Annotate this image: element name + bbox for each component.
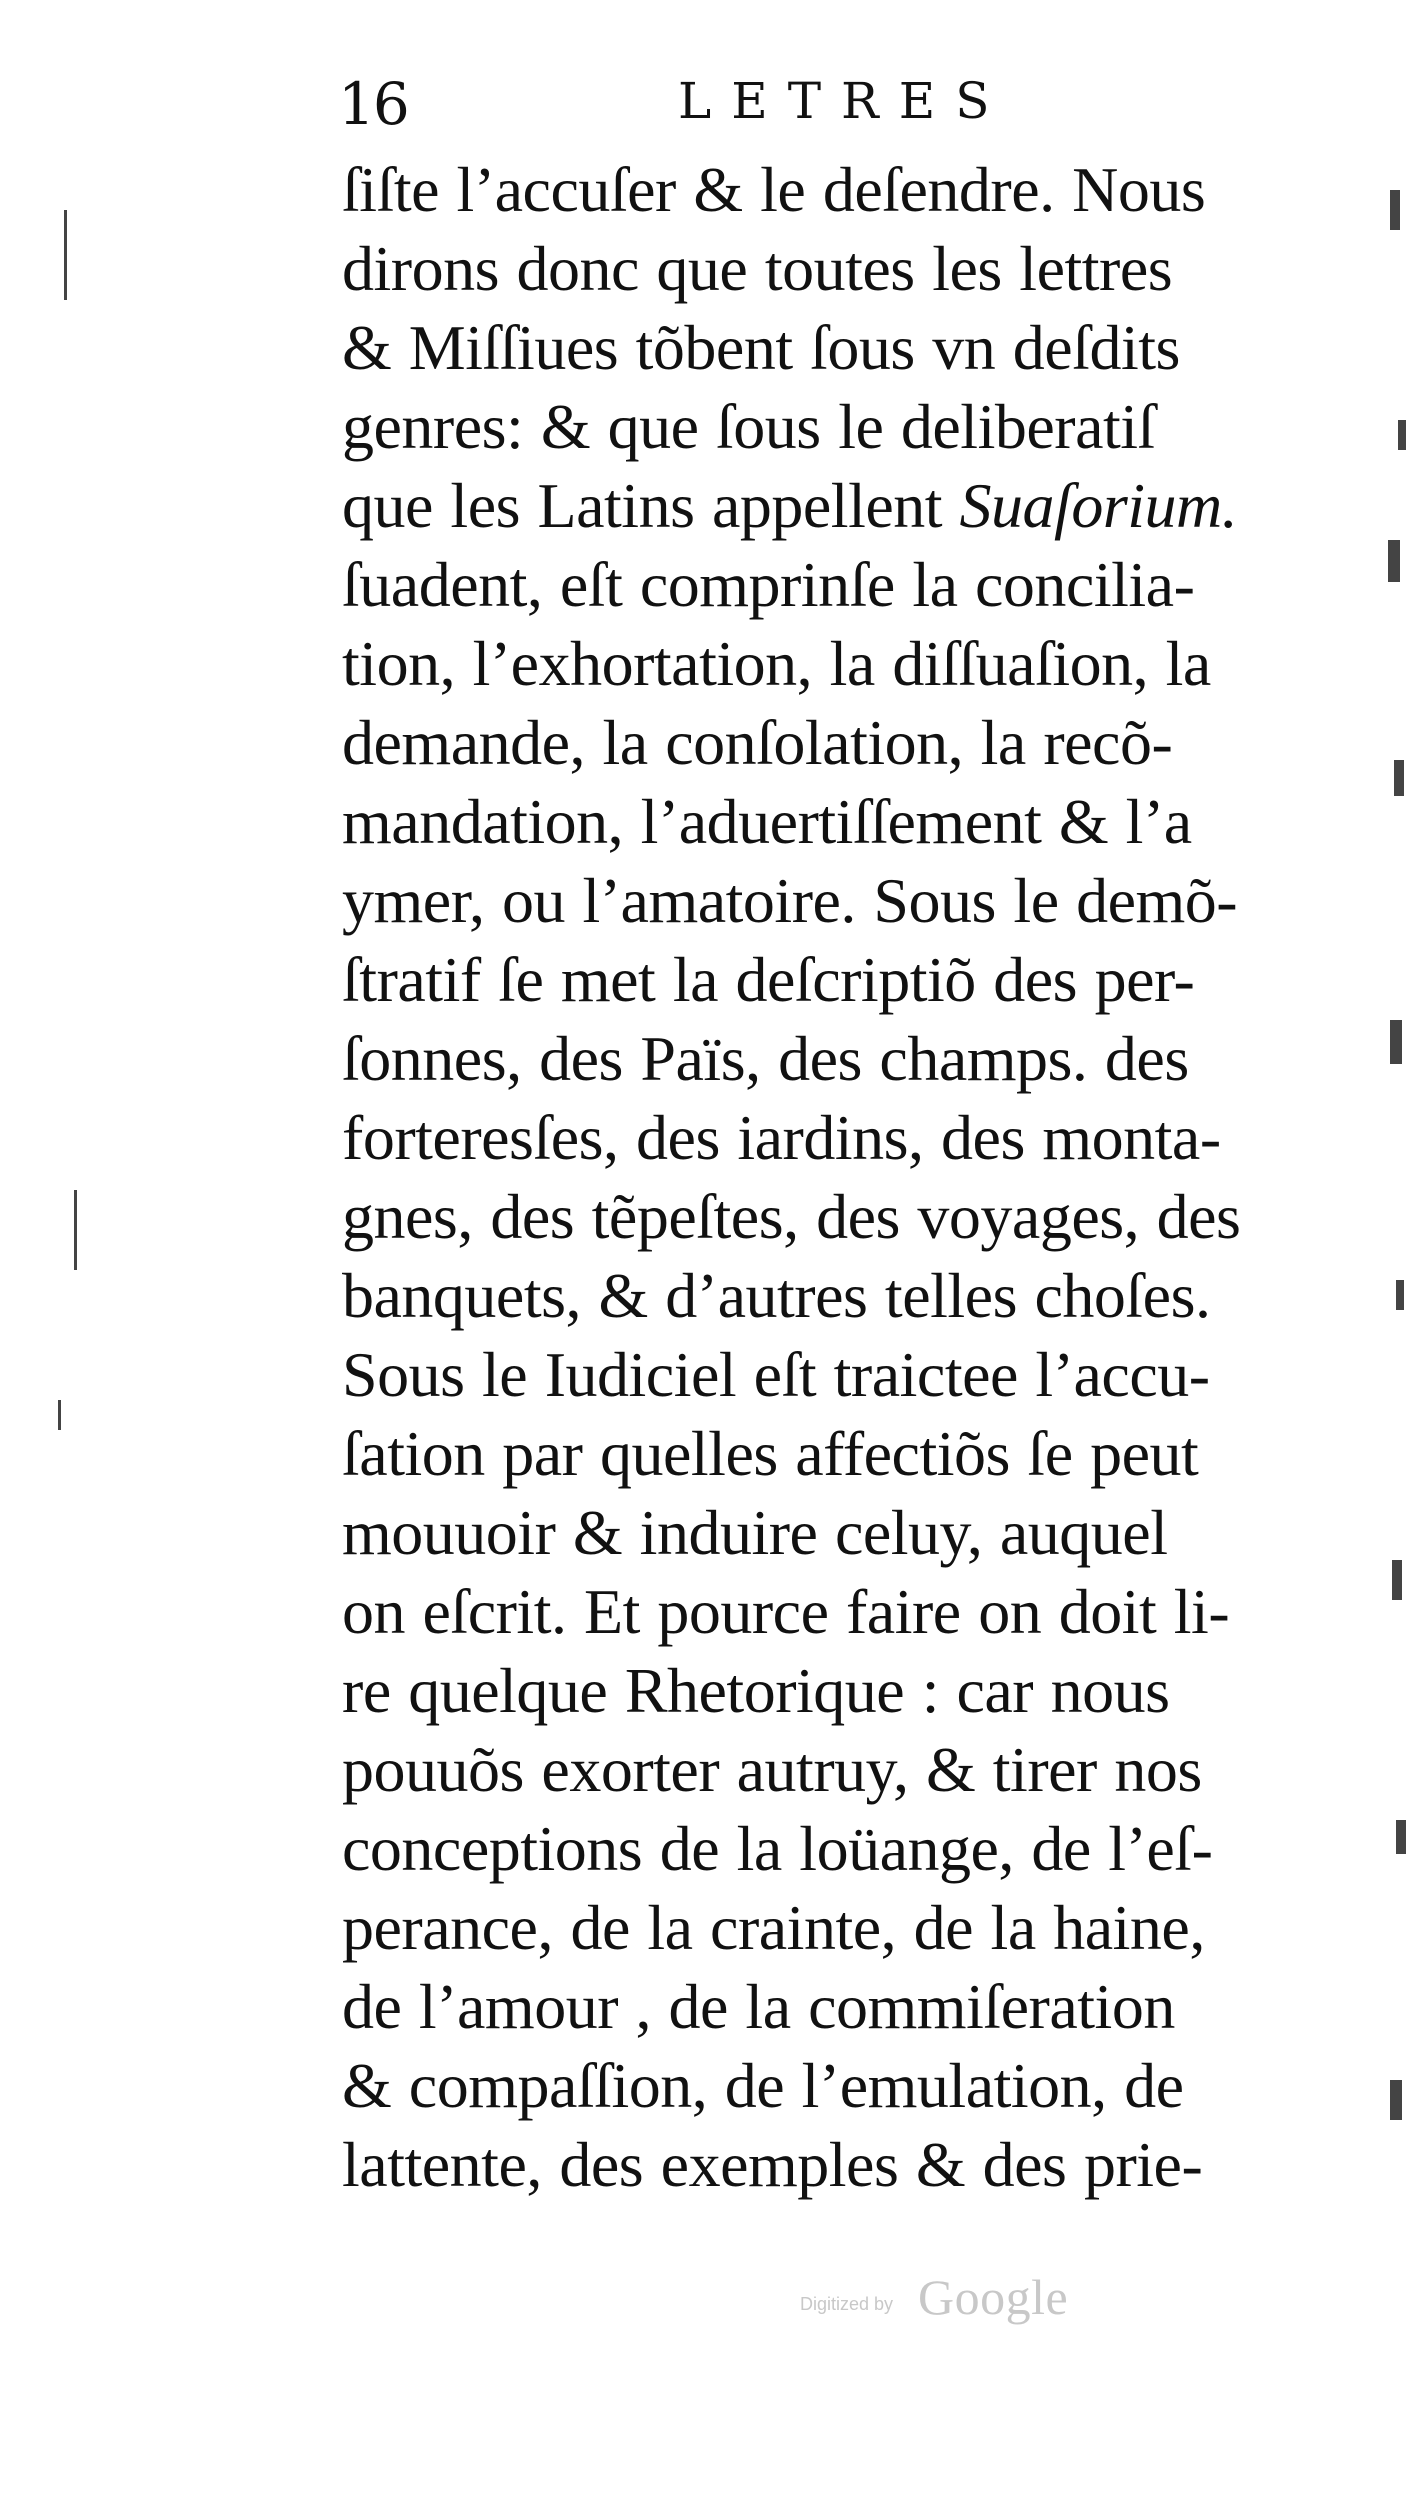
digitized-watermark: [800, 2268, 1120, 2328]
running-title: LETRES: [678, 72, 1010, 130]
text-line: conceptions de la loüange, de l’eſ-: [342, 1813, 1213, 1884]
text-line: mouuoir & induire celuy, auquel: [342, 1497, 1168, 1568]
text-line: ymer, ou l’amatoire. Sous le demõ-: [342, 865, 1238, 936]
digitized-label: Digitized by: [800, 2294, 894, 2314]
text-line: banquets, & d’autres telles choſes.: [342, 1260, 1211, 1331]
margin-mark: [74, 1190, 77, 1270]
text-line: ſation par quelles affectiõs ſe peut: [342, 1418, 1199, 1489]
text-line: dirons donc que toutes les lettres: [342, 233, 1173, 304]
text-line: lattente, des exemples & des prie-: [342, 2129, 1203, 2200]
text-line: & compaſſion, de l’emulation, de: [342, 2050, 1184, 2121]
text-line: [342, 466, 1342, 545]
text-line: & Miſſiues tõbent ſous vn deſdits: [342, 312, 1180, 383]
text-line: Sous le Iudiciel eſt traictee l’accu-: [342, 1339, 1210, 1410]
text-line: ſtratif ſe met la deſcriptiõ des per-: [342, 944, 1195, 1015]
text-line: ſonnes, des Païs, des champs. des: [342, 1023, 1189, 1094]
text-line: tion, l’exhortation, la diſſuaſion, la: [342, 628, 1211, 699]
text-line: ſiſte l’accuſer & le deſendre. Nous: [342, 154, 1206, 225]
margin-mark: [64, 210, 67, 300]
google-logo: Google: [918, 2269, 1069, 2325]
text-line: pouuõs exorter autruy, & tirer nos: [342, 1734, 1202, 1805]
text-line: mandation, l’aduertiſſement & l’a: [342, 786, 1192, 857]
text-line: re quelque Rhetorique : car nous: [342, 1655, 1170, 1726]
text-line-roman: que les Latins appellent: [342, 470, 943, 541]
text-line: ſuadent, eſt comprinſe la concilia-: [342, 549, 1195, 620]
body-text: [342, 150, 1342, 2204]
text-line: forteresſes, des iardins, des monta-: [342, 1102, 1221, 1173]
italic-term: Suaſorium.: [959, 470, 1238, 541]
page-header: [338, 70, 1118, 140]
text-line: on eſcrit. Et pource faire on doit li-: [342, 1576, 1230, 1647]
margin-mark: [58, 1400, 61, 1430]
adjacent-page-bleed: [1370, 0, 1425, 2500]
text-line: perance, de la crainte, de la haine,: [342, 1892, 1205, 1963]
text-line: genres: & que ſous le deliberatiſ: [342, 391, 1155, 462]
page-number: 16: [338, 70, 408, 138]
text-line: gnes, des tẽpeſtes, des voyages, des: [342, 1181, 1241, 1252]
text-line: de l’amour , de la commiſeration: [342, 1971, 1175, 2042]
text-line: demande, la conſolation, la recõ-: [342, 707, 1173, 778]
